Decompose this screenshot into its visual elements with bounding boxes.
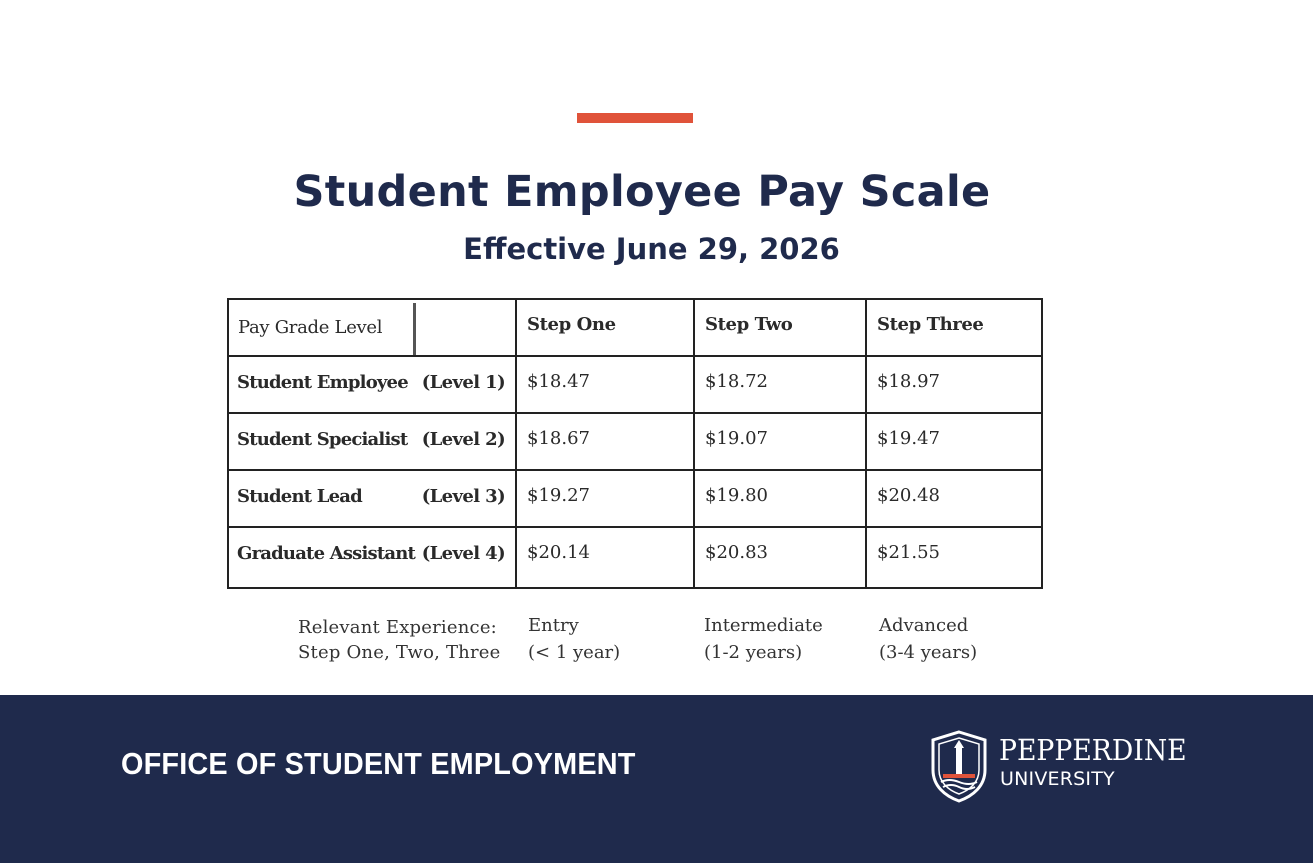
header-grade-label: Pay Grade Level [238,317,383,338]
value-cell [866,413,1042,470]
table-row [228,527,1042,588]
value-cell [694,413,866,470]
pay-value: $19.80 [705,485,768,506]
value-cell [866,527,1042,588]
logo-subtitle: UNIVERSITY [1000,768,1115,790]
experience-intermediate [704,612,823,666]
pay-value: $20.83 [705,542,768,563]
grade-level: (Level 1) [421,372,505,393]
header-cell-grade [228,299,516,356]
value-cell [694,470,866,527]
experience-advanced [879,612,977,666]
value-cell [516,413,694,470]
page-title: Student Employee Pay Scale [293,167,991,217]
pay-value: $18.67 [527,428,590,449]
page-subtitle: Effective June 29, 2026 [463,232,840,266]
header-step-three-label: Step Three [877,314,984,335]
value-cell [694,527,866,588]
header-cell-step-two [694,299,866,356]
grade-cell [228,527,516,588]
grade-name: Student Lead [237,486,362,507]
experience-entry-range: (< 1 year) [528,642,621,663]
grade-name: Student Employee [237,372,408,393]
value-cell [866,470,1042,527]
logo-wordmark: PEPPERDINE [999,733,1187,767]
experience-advanced-title: Advanced [879,615,969,636]
pay-value: $19.27 [527,485,590,506]
pay-scale-table [227,298,1043,589]
value-cell [866,356,1042,413]
office-name: OFFICE OF STUDENT EMPLOYMENT [121,746,636,781]
pepperdine-shield-icon [929,730,989,803]
grade-level: (Level 2) [421,429,505,450]
table-row [228,470,1042,527]
grade-cell [228,470,516,527]
value-cell [516,356,694,413]
grade-name: Student Specialist [237,429,408,450]
pay-value: $21.55 [877,542,940,563]
header-step-one-label: Step One [527,314,616,335]
experience-intermediate-title: Intermediate [704,615,823,636]
experience-label-line2: Step One, Two, Three [298,642,501,663]
grade-level: (Level 3) [421,486,505,507]
footer-banner [0,695,1313,863]
grade-name: Graduate Assistant [237,543,416,564]
pay-value: $19.07 [705,428,768,449]
value-cell [516,470,694,527]
experience-label [298,615,500,665]
pay-value: $20.48 [877,485,940,506]
pay-value: $19.47 [877,428,940,449]
header-cell-step-one [516,299,694,356]
accent-bar [577,113,693,123]
experience-advanced-range: (3-4 years) [879,642,978,663]
table-row [228,413,1042,470]
pay-value: $20.14 [527,542,590,563]
header-step-two-label: Step Two [705,314,793,335]
pay-value: $18.97 [877,371,940,392]
experience-entry [528,612,620,666]
experience-label-line1: Relevant Experience: [298,617,497,638]
table-row [228,356,1042,413]
grade-level: (Level 4) [421,543,505,564]
header-cell-step-three [866,299,1042,356]
value-cell [694,356,866,413]
header-separator [413,303,416,355]
grade-cell [228,413,516,470]
value-cell [516,527,694,588]
table-header-row [228,299,1042,356]
pay-value: $18.72 [705,371,768,392]
grade-cell [228,356,516,413]
experience-entry-title: Entry [528,615,579,636]
experience-intermediate-range: (1-2 years) [704,642,803,663]
pay-value: $18.47 [527,371,590,392]
